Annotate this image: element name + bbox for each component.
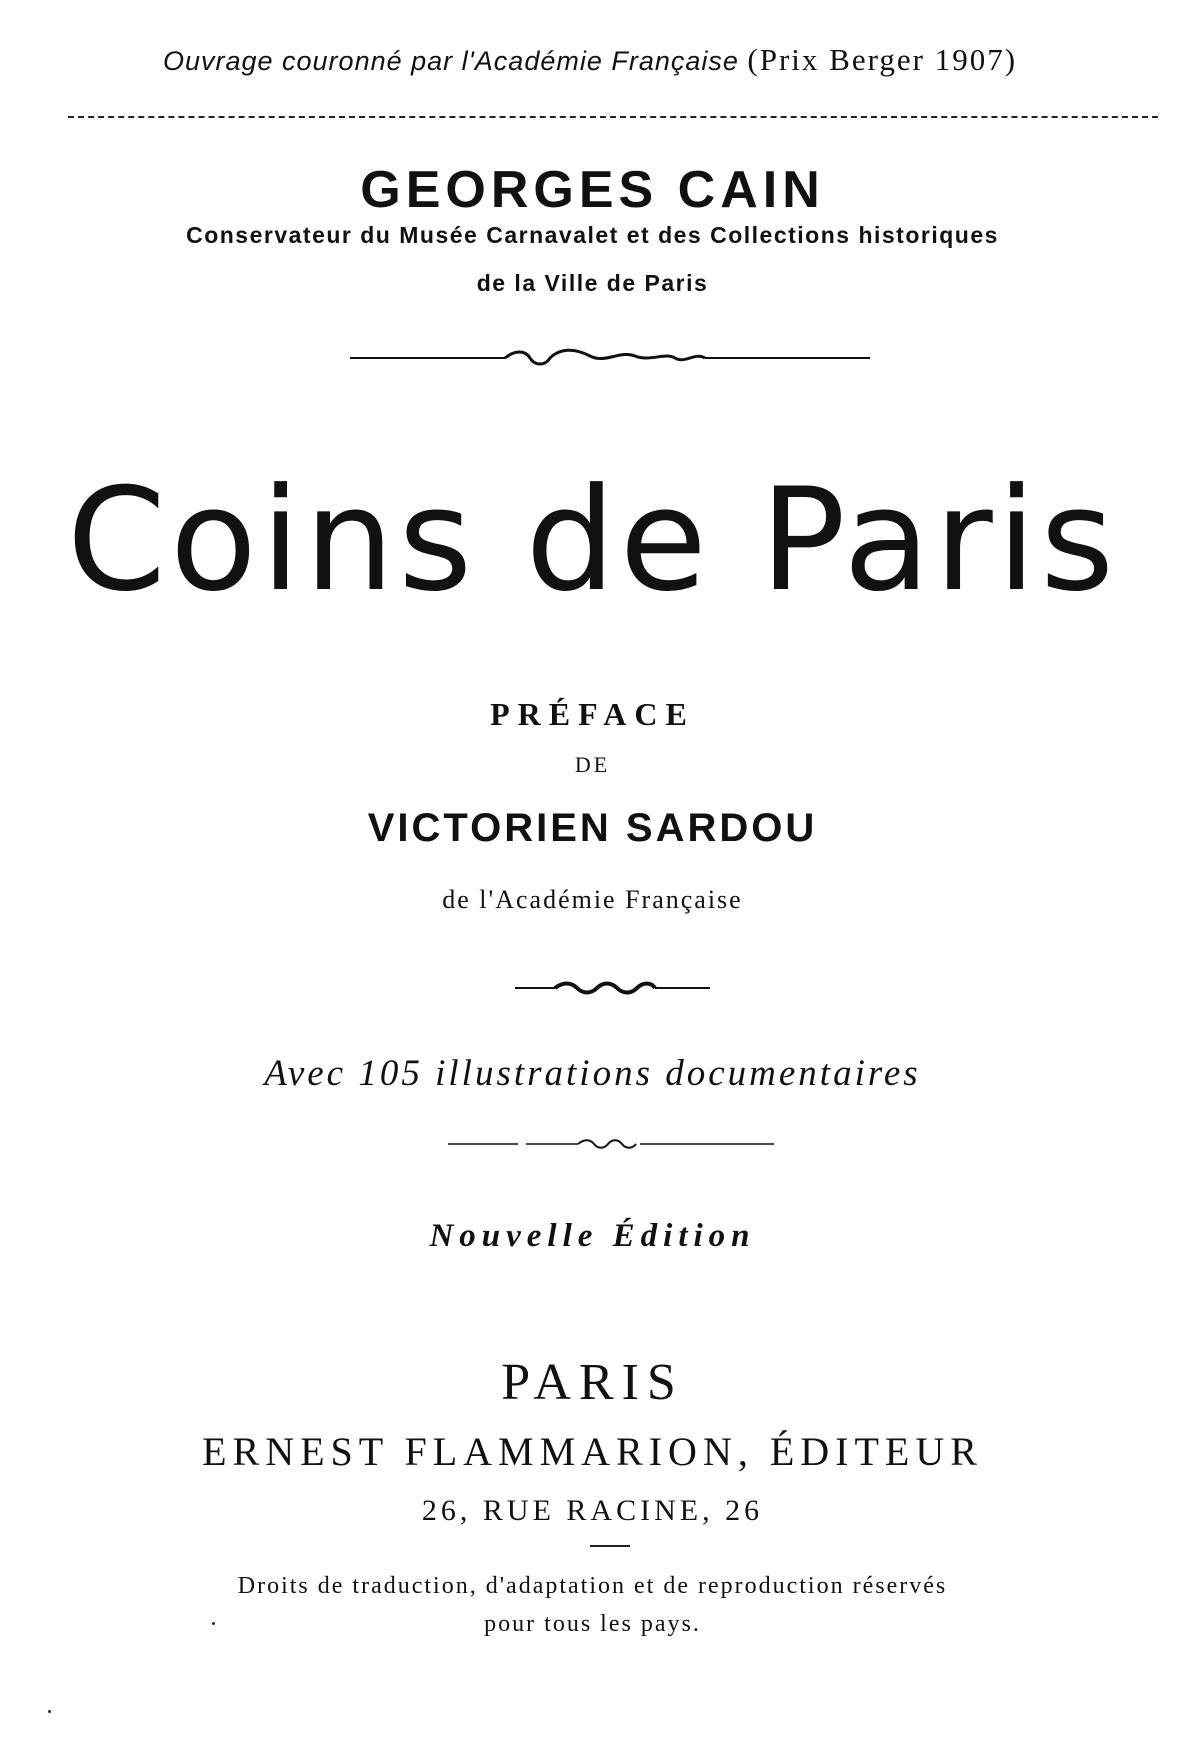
author-title-line1: Conservateur du Musée Carnavalet et des Collections historiques [186,222,999,248]
ornament-divider-2 [515,980,710,996]
preface-author: VICTORIEN SARDOU [367,806,818,850]
preface-label: PRÉFACE [490,696,695,732]
rights-notice-line2: pour tous les pays. [484,1611,701,1637]
top-divider [68,116,1158,118]
imprint-publisher: ERNEST FLAMMARION, ÉDITEUR [202,1429,983,1474]
edition-note: Nouvelle Édition [429,1218,756,1254]
award-notice-prize: (Prix Berger 1907) [747,42,1018,77]
preface-de: DE [574,752,611,777]
ornament-divider-3 [448,1138,774,1150]
ornament-divider-1 [350,346,870,370]
imprint-address: 26, RUE RACINE, 26 [421,1494,764,1527]
ink-speck [212,1622,215,1625]
book-title: Coins de Paris [66,458,1119,623]
preface-author-title: de l'Académie Française [442,885,743,914]
illustrations-note: Avec 105 illustrations documentaires [264,1053,921,1094]
imprint-city: PARIS [501,1354,684,1411]
imprint-short-rule [590,1545,630,1547]
rights-notice-line1: Droits de traduction, d'adaptation et de reproduction réservés [237,1573,948,1599]
award-notice [40,42,1140,78]
ink-speck [48,1710,51,1713]
author-name: GEORGES CAIN [360,161,825,219]
award-notice-italic: Ouvrage couronné par l'Académie Française [162,46,739,76]
author-title-line2: de la Ville de Paris [476,270,709,296]
